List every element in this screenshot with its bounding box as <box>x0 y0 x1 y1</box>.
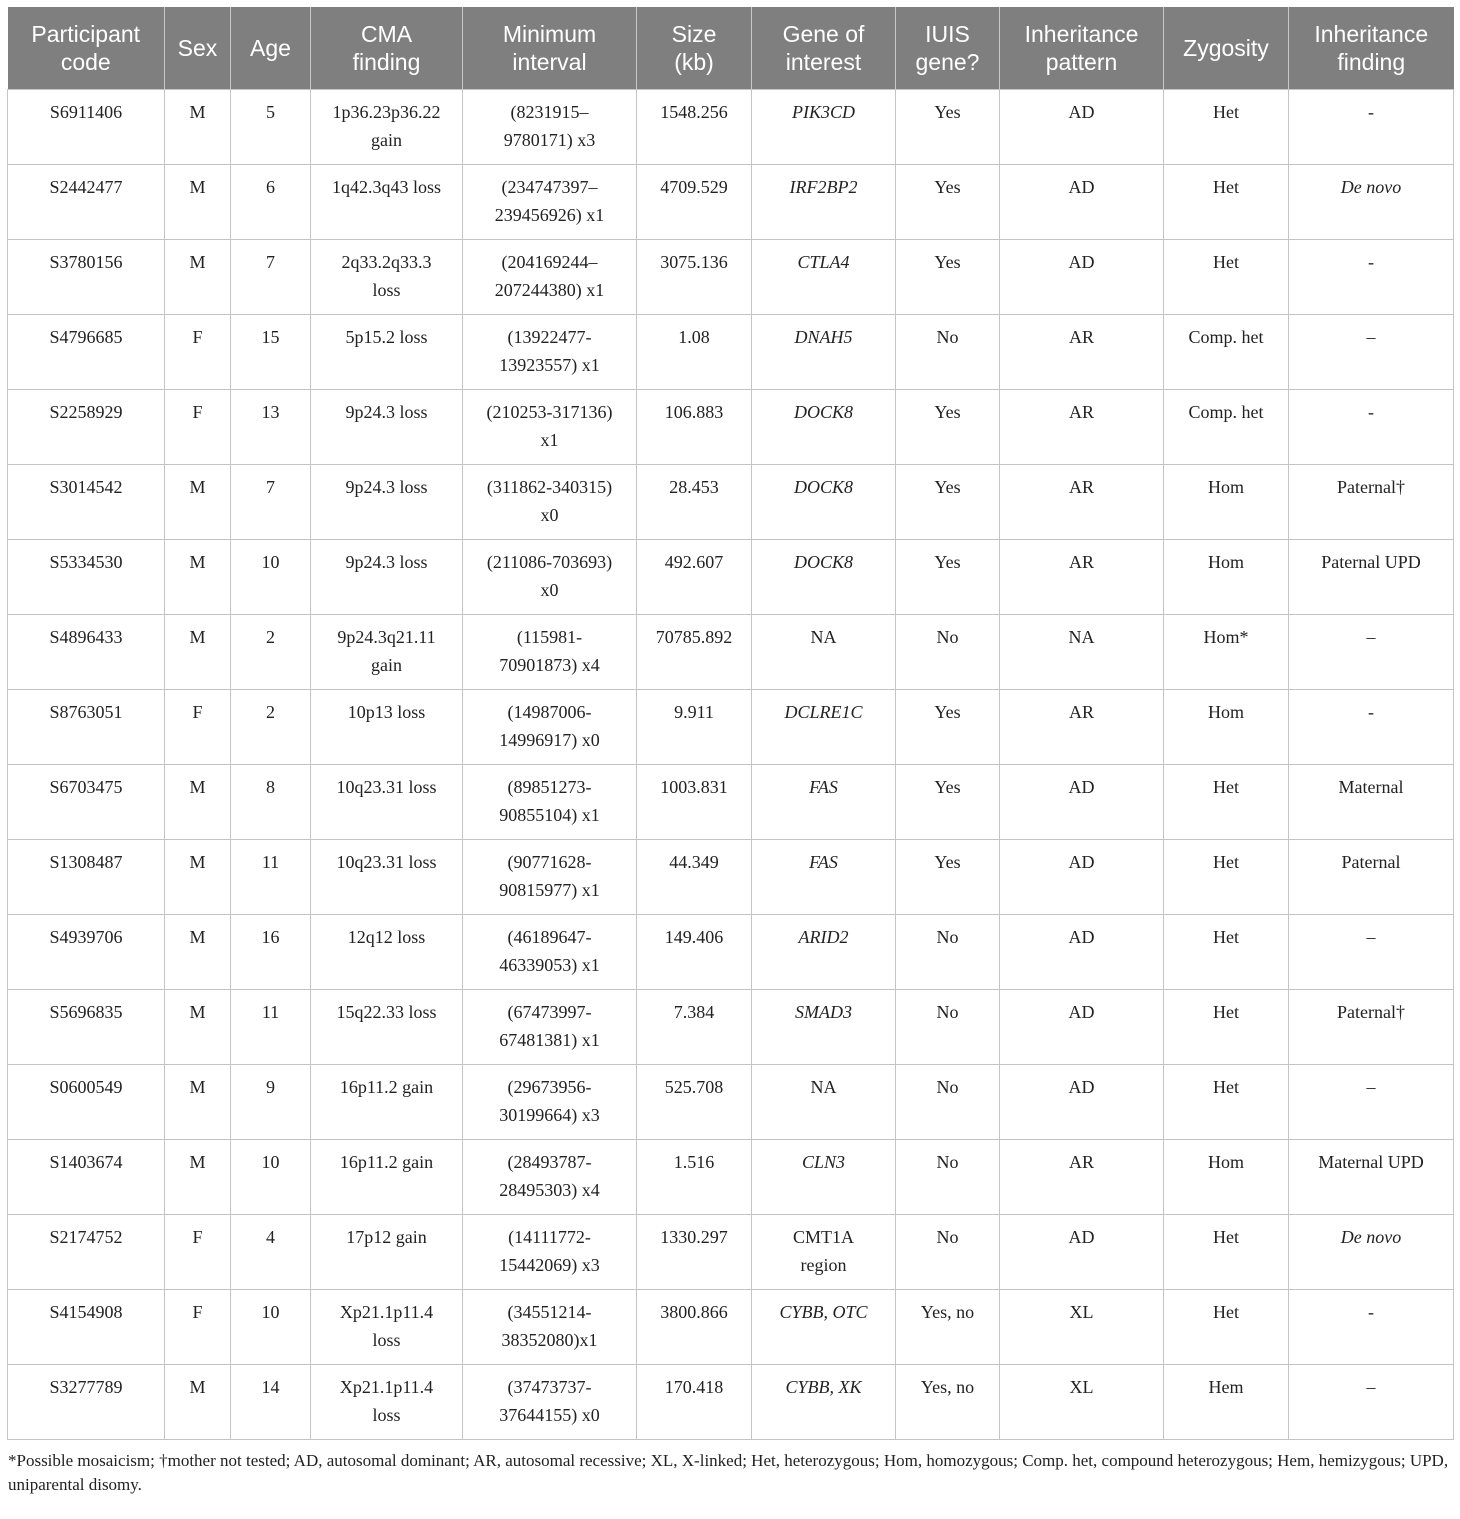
inheritance-pattern-cell: AR <box>1000 1140 1164 1215</box>
zygosity-cell: Het <box>1164 240 1289 315</box>
inheritance-pattern-cell: AR <box>1000 540 1164 615</box>
size-cell: 170.418 <box>637 1365 752 1440</box>
inheritance-pattern-cell: AD <box>1000 840 1164 915</box>
gene-cell: CTLA4 <box>752 240 896 315</box>
age-cell: 6 <box>231 165 311 240</box>
zygosity-cell: Hom <box>1164 1140 1289 1215</box>
inheritance-pattern-cell: AD <box>1000 90 1164 165</box>
gene-cell: PIK3CD <box>752 90 896 165</box>
inheritance-pattern-cell: AD <box>1000 165 1164 240</box>
age-cell: 11 <box>231 840 311 915</box>
inheritance-finding-cell: De novo <box>1289 165 1454 240</box>
header-minimum-interval: Minimum interval <box>463 7 637 90</box>
minimum-interval-cell: (90771628- 90815977) x1 <box>463 840 637 915</box>
minimum-interval-cell: (211086-703693) x0 <box>463 540 637 615</box>
gene-cell: DCLRE1C <box>752 690 896 765</box>
participant-code-cell: S4796685 <box>8 315 165 390</box>
size-cell: 28.453 <box>637 465 752 540</box>
sex-cell: M <box>165 165 231 240</box>
sex-cell: M <box>165 1065 231 1140</box>
cma-finding-cell: 16p11.2 gain <box>311 1065 463 1140</box>
inheritance-pattern-cell: AR <box>1000 315 1164 390</box>
header-zygosity: Zygosity <box>1164 7 1289 90</box>
table-row <box>8 1365 1454 1440</box>
header-inheritance-pattern: Inheritance pattern <box>1000 7 1164 90</box>
gene-cell: FAS <box>752 765 896 840</box>
zygosity-cell: Het <box>1164 1065 1289 1140</box>
size-cell: 70785.892 <box>637 615 752 690</box>
cma-finding-cell: 17p12 gain <box>311 1215 463 1290</box>
table-row <box>8 915 1454 990</box>
participant-code-cell: S4939706 <box>8 915 165 990</box>
age-cell: 15 <box>231 315 311 390</box>
gene-cell: IRF2BP2 <box>752 165 896 240</box>
participant-code-cell: S5696835 <box>8 990 165 1065</box>
zygosity-cell: Hom <box>1164 465 1289 540</box>
iuis-gene-cell: Yes, no <box>896 1290 1000 1365</box>
gene-cell: FAS <box>752 840 896 915</box>
iuis-gene-cell: No <box>896 1215 1000 1290</box>
inheritance-finding-cell: Maternal UPD <box>1289 1140 1454 1215</box>
age-cell: 5 <box>231 90 311 165</box>
minimum-interval-cell: (29673956- 30199664) x3 <box>463 1065 637 1140</box>
inheritance-pattern-cell: AD <box>1000 765 1164 840</box>
table-row <box>8 390 1454 465</box>
inheritance-pattern-cell: AD <box>1000 1215 1164 1290</box>
cma-finding-cell: 12q12 loss <box>311 915 463 990</box>
table-row <box>8 240 1454 315</box>
cma-finding-cell: 9p24.3 loss <box>311 540 463 615</box>
zygosity-cell: Comp. het <box>1164 390 1289 465</box>
zygosity-cell: Het <box>1164 990 1289 1065</box>
zygosity-cell: Hom <box>1164 540 1289 615</box>
sex-cell: M <box>165 90 231 165</box>
inheritance-finding-cell: – <box>1289 615 1454 690</box>
minimum-interval-cell: (311862-340315) x0 <box>463 465 637 540</box>
cma-finding-cell: 2q33.2q33.3 loss <box>311 240 463 315</box>
sex-cell: F <box>165 315 231 390</box>
inheritance-finding-cell: Paternal <box>1289 840 1454 915</box>
table-row <box>8 1065 1454 1140</box>
gene-cell: CYBB, OTC <box>752 1290 896 1365</box>
minimum-interval-cell: (14987006- 14996917) x0 <box>463 690 637 765</box>
iuis-gene-cell: Yes, no <box>896 1365 1000 1440</box>
cma-finding-cell: 9p24.3 loss <box>311 390 463 465</box>
size-cell: 1.08 <box>637 315 752 390</box>
minimum-interval-cell: (210253-317136) x1 <box>463 390 637 465</box>
size-cell: 149.406 <box>637 915 752 990</box>
minimum-interval-cell: (89851273- 90855104) x1 <box>463 765 637 840</box>
size-cell: 1330.297 <box>637 1215 752 1290</box>
participant-code-cell: S3277789 <box>8 1365 165 1440</box>
table-container <box>7 7 1453 1497</box>
inheritance-pattern-cell: AD <box>1000 240 1164 315</box>
cma-finding-cell: 10q23.31 loss <box>311 765 463 840</box>
header-iuis-gene: IUIS gene? <box>896 7 1000 90</box>
table-body <box>8 90 1454 1440</box>
inheritance-pattern-cell: AR <box>1000 465 1164 540</box>
iuis-gene-cell: Yes <box>896 240 1000 315</box>
iuis-gene-cell: Yes <box>896 765 1000 840</box>
zygosity-cell: Het <box>1164 90 1289 165</box>
minimum-interval-cell: (115981- 70901873) x4 <box>463 615 637 690</box>
zygosity-cell: Hom* <box>1164 615 1289 690</box>
size-cell: 9.911 <box>637 690 752 765</box>
participant-code-cell: S1308487 <box>8 840 165 915</box>
inheritance-pattern-cell: AD <box>1000 990 1164 1065</box>
zygosity-cell: Hem <box>1164 1365 1289 1440</box>
header-row <box>8 7 1454 90</box>
gene-cell: DOCK8 <box>752 540 896 615</box>
table-row <box>8 1290 1454 1365</box>
inheritance-finding-cell: - <box>1289 1290 1454 1365</box>
cma-finding-cell: 5p15.2 loss <box>311 315 463 390</box>
iuis-gene-cell: Yes <box>896 465 1000 540</box>
age-cell: 11 <box>231 990 311 1065</box>
cma-finding-cell: 1p36.23p36.22 gain <box>311 90 463 165</box>
iuis-gene-cell: No <box>896 990 1000 1065</box>
sex-cell: M <box>165 615 231 690</box>
age-cell: 14 <box>231 1365 311 1440</box>
age-cell: 9 <box>231 1065 311 1140</box>
table-row <box>8 90 1454 165</box>
zygosity-cell: Het <box>1164 1290 1289 1365</box>
participant-code-cell: S4154908 <box>8 1290 165 1365</box>
header-cma-finding: CMA finding <box>311 7 463 90</box>
participant-code-cell: S1403674 <box>8 1140 165 1215</box>
age-cell: 4 <box>231 1215 311 1290</box>
age-cell: 16 <box>231 915 311 990</box>
participant-code-cell: S2174752 <box>8 1215 165 1290</box>
cma-finding-cell: 10q23.31 loss <box>311 840 463 915</box>
participant-code-cell: S6703475 <box>8 765 165 840</box>
zygosity-cell: Het <box>1164 915 1289 990</box>
gene-cell: DOCK8 <box>752 390 896 465</box>
iuis-gene-cell: Yes <box>896 90 1000 165</box>
inheritance-pattern-cell: AD <box>1000 1065 1164 1140</box>
age-cell: 10 <box>231 1290 311 1365</box>
participant-code-cell: S3780156 <box>8 240 165 315</box>
inheritance-finding-cell: – <box>1289 315 1454 390</box>
header-participant-code: Participant code <box>8 7 165 90</box>
inheritance-finding-cell: – <box>1289 1065 1454 1140</box>
cma-finding-cell: 9p24.3 loss <box>311 465 463 540</box>
zygosity-cell: Het <box>1164 1215 1289 1290</box>
sex-cell: M <box>165 1365 231 1440</box>
gene-cell: CLN3 <box>752 1140 896 1215</box>
sex-cell: F <box>165 1290 231 1365</box>
table-row <box>8 315 1454 390</box>
sex-cell: M <box>165 990 231 1065</box>
sex-cell: F <box>165 390 231 465</box>
participant-code-cell: S6911406 <box>8 90 165 165</box>
inheritance-pattern-cell: XL <box>1000 1365 1164 1440</box>
gene-cell: SMAD3 <box>752 990 896 1065</box>
sex-cell: M <box>165 915 231 990</box>
minimum-interval-cell: (8231915– 9780171) x3 <box>463 90 637 165</box>
table-row <box>8 840 1454 915</box>
size-cell: 1003.831 <box>637 765 752 840</box>
gene-cell: ARID2 <box>752 915 896 990</box>
size-cell: 106.883 <box>637 390 752 465</box>
sex-cell: M <box>165 1140 231 1215</box>
size-cell: 3075.136 <box>637 240 752 315</box>
age-cell: 10 <box>231 1140 311 1215</box>
cma-finding-cell: 9p24.3q21.11 gain <box>311 615 463 690</box>
minimum-interval-cell: (37473737- 37644155) x0 <box>463 1365 637 1440</box>
iuis-gene-cell: No <box>896 1065 1000 1140</box>
minimum-interval-cell: (46189647- 46339053) x1 <box>463 915 637 990</box>
age-cell: 2 <box>231 615 311 690</box>
inheritance-pattern-cell: AR <box>1000 390 1164 465</box>
participant-code-cell: S0600549 <box>8 1065 165 1140</box>
sex-cell: F <box>165 690 231 765</box>
sex-cell: M <box>165 240 231 315</box>
minimum-interval-cell: (13922477- 13923557) x1 <box>463 315 637 390</box>
participant-code-cell: S4896433 <box>8 615 165 690</box>
inheritance-finding-cell: - <box>1289 690 1454 765</box>
inheritance-finding-cell: De novo <box>1289 1215 1454 1290</box>
iuis-gene-cell: Yes <box>896 540 1000 615</box>
iuis-gene-cell: Yes <box>896 390 1000 465</box>
inheritance-pattern-cell: XL <box>1000 1290 1164 1365</box>
age-cell: 2 <box>231 690 311 765</box>
inheritance-finding-cell: Paternal UPD <box>1289 540 1454 615</box>
table-row <box>8 990 1454 1065</box>
table-row <box>8 1140 1454 1215</box>
gene-cell: CMT1A region <box>752 1215 896 1290</box>
size-cell: 4709.529 <box>637 165 752 240</box>
participant-code-cell: S8763051 <box>8 690 165 765</box>
participant-code-cell: S3014542 <box>8 465 165 540</box>
gene-cell: NA <box>752 1065 896 1140</box>
table-footnote: *Possible mosaicism; †mother not tested; AD, autosomal dominant; AR, autosomal recessive; XL, X-linked; Het, heterozygous; Hom, homozygous; Comp. het, compound heterozygous; Hem, hemizygous; UPD, uniparental disomy. <box>8 1451 1449 1494</box>
size-cell: 1.516 <box>637 1140 752 1215</box>
cma-finding-cell: 10p13 loss <box>311 690 463 765</box>
table-row <box>8 690 1454 765</box>
sex-cell: M <box>165 840 231 915</box>
size-cell: 1548.256 <box>637 90 752 165</box>
iuis-gene-cell: Yes <box>896 165 1000 240</box>
zygosity-cell: Het <box>1164 165 1289 240</box>
header-age: Age <box>231 7 311 90</box>
participant-code-cell: S5334530 <box>8 540 165 615</box>
gene-cell: CYBB, XK <box>752 1365 896 1440</box>
table-row <box>8 540 1454 615</box>
iuis-gene-cell: No <box>896 615 1000 690</box>
header-gene-of-interest: Gene of interest <box>752 7 896 90</box>
minimum-interval-cell: (34551214- 38352080)x1 <box>463 1290 637 1365</box>
cma-finding-cell: 1q42.3q43 loss <box>311 165 463 240</box>
zygosity-cell: Hom <box>1164 690 1289 765</box>
age-cell: 8 <box>231 765 311 840</box>
gene-cell: DNAH5 <box>752 315 896 390</box>
sex-cell: F <box>165 1215 231 1290</box>
age-cell: 7 <box>231 465 311 540</box>
gene-cell: NA <box>752 615 896 690</box>
minimum-interval-cell: (234747397– 239456926) x1 <box>463 165 637 240</box>
size-cell: 44.349 <box>637 840 752 915</box>
size-cell: 3800.866 <box>637 1290 752 1365</box>
cma-finding-cell: 16p11.2 gain <box>311 1140 463 1215</box>
table-row <box>8 765 1454 840</box>
iuis-gene-cell: Yes <box>896 840 1000 915</box>
size-cell: 525.708 <box>637 1065 752 1140</box>
table-row <box>8 615 1454 690</box>
age-cell: 7 <box>231 240 311 315</box>
age-cell: 10 <box>231 540 311 615</box>
inheritance-finding-cell: - <box>1289 390 1454 465</box>
iuis-gene-cell: No <box>896 315 1000 390</box>
inheritance-pattern-cell: AR <box>1000 690 1164 765</box>
header-size-kb: Size (kb) <box>637 7 752 90</box>
cnv-findings-table <box>7 7 1454 1440</box>
table-row <box>8 465 1454 540</box>
participant-code-cell: S2442477 <box>8 165 165 240</box>
gene-cell: DOCK8 <box>752 465 896 540</box>
table-header <box>8 7 1454 90</box>
cma-finding-cell: 15q22.33 loss <box>311 990 463 1065</box>
inheritance-finding-cell: - <box>1289 90 1454 165</box>
sex-cell: M <box>165 540 231 615</box>
inheritance-finding-cell: - <box>1289 240 1454 315</box>
sex-cell: M <box>165 465 231 540</box>
inheritance-finding-cell: Maternal <box>1289 765 1454 840</box>
zygosity-cell: Comp. het <box>1164 315 1289 390</box>
inheritance-finding-cell: Paternal† <box>1289 990 1454 1065</box>
participant-code-cell: S2258929 <box>8 390 165 465</box>
minimum-interval-cell: (204169244– 207244380) x1 <box>463 240 637 315</box>
minimum-interval-cell: (14111772- 15442069) x3 <box>463 1215 637 1290</box>
inheritance-finding-cell: – <box>1289 1365 1454 1440</box>
zygosity-cell: Het <box>1164 765 1289 840</box>
zygosity-cell: Het <box>1164 840 1289 915</box>
iuis-gene-cell: No <box>896 1140 1000 1215</box>
sex-cell: M <box>165 765 231 840</box>
table-row <box>8 1215 1454 1290</box>
minimum-interval-cell: (67473997- 67481381) x1 <box>463 990 637 1065</box>
minimum-interval-cell: (28493787- 28495303) x4 <box>463 1140 637 1215</box>
cma-finding-cell: Xp21.1p11.4 loss <box>311 1365 463 1440</box>
inheritance-finding-cell: Paternal† <box>1289 465 1454 540</box>
header-inheritance-finding: Inheritance finding <box>1289 7 1454 90</box>
size-cell: 492.607 <box>637 540 752 615</box>
table-row <box>8 165 1454 240</box>
size-cell: 7.384 <box>637 990 752 1065</box>
cma-finding-cell: Xp21.1p11.4 loss <box>311 1290 463 1365</box>
header-sex: Sex <box>165 7 231 90</box>
iuis-gene-cell: Yes <box>896 690 1000 765</box>
inheritance-pattern-cell: AD <box>1000 915 1164 990</box>
age-cell: 13 <box>231 390 311 465</box>
iuis-gene-cell: No <box>896 915 1000 990</box>
inheritance-pattern-cell: NA <box>1000 615 1164 690</box>
inheritance-finding-cell: – <box>1289 915 1454 990</box>
